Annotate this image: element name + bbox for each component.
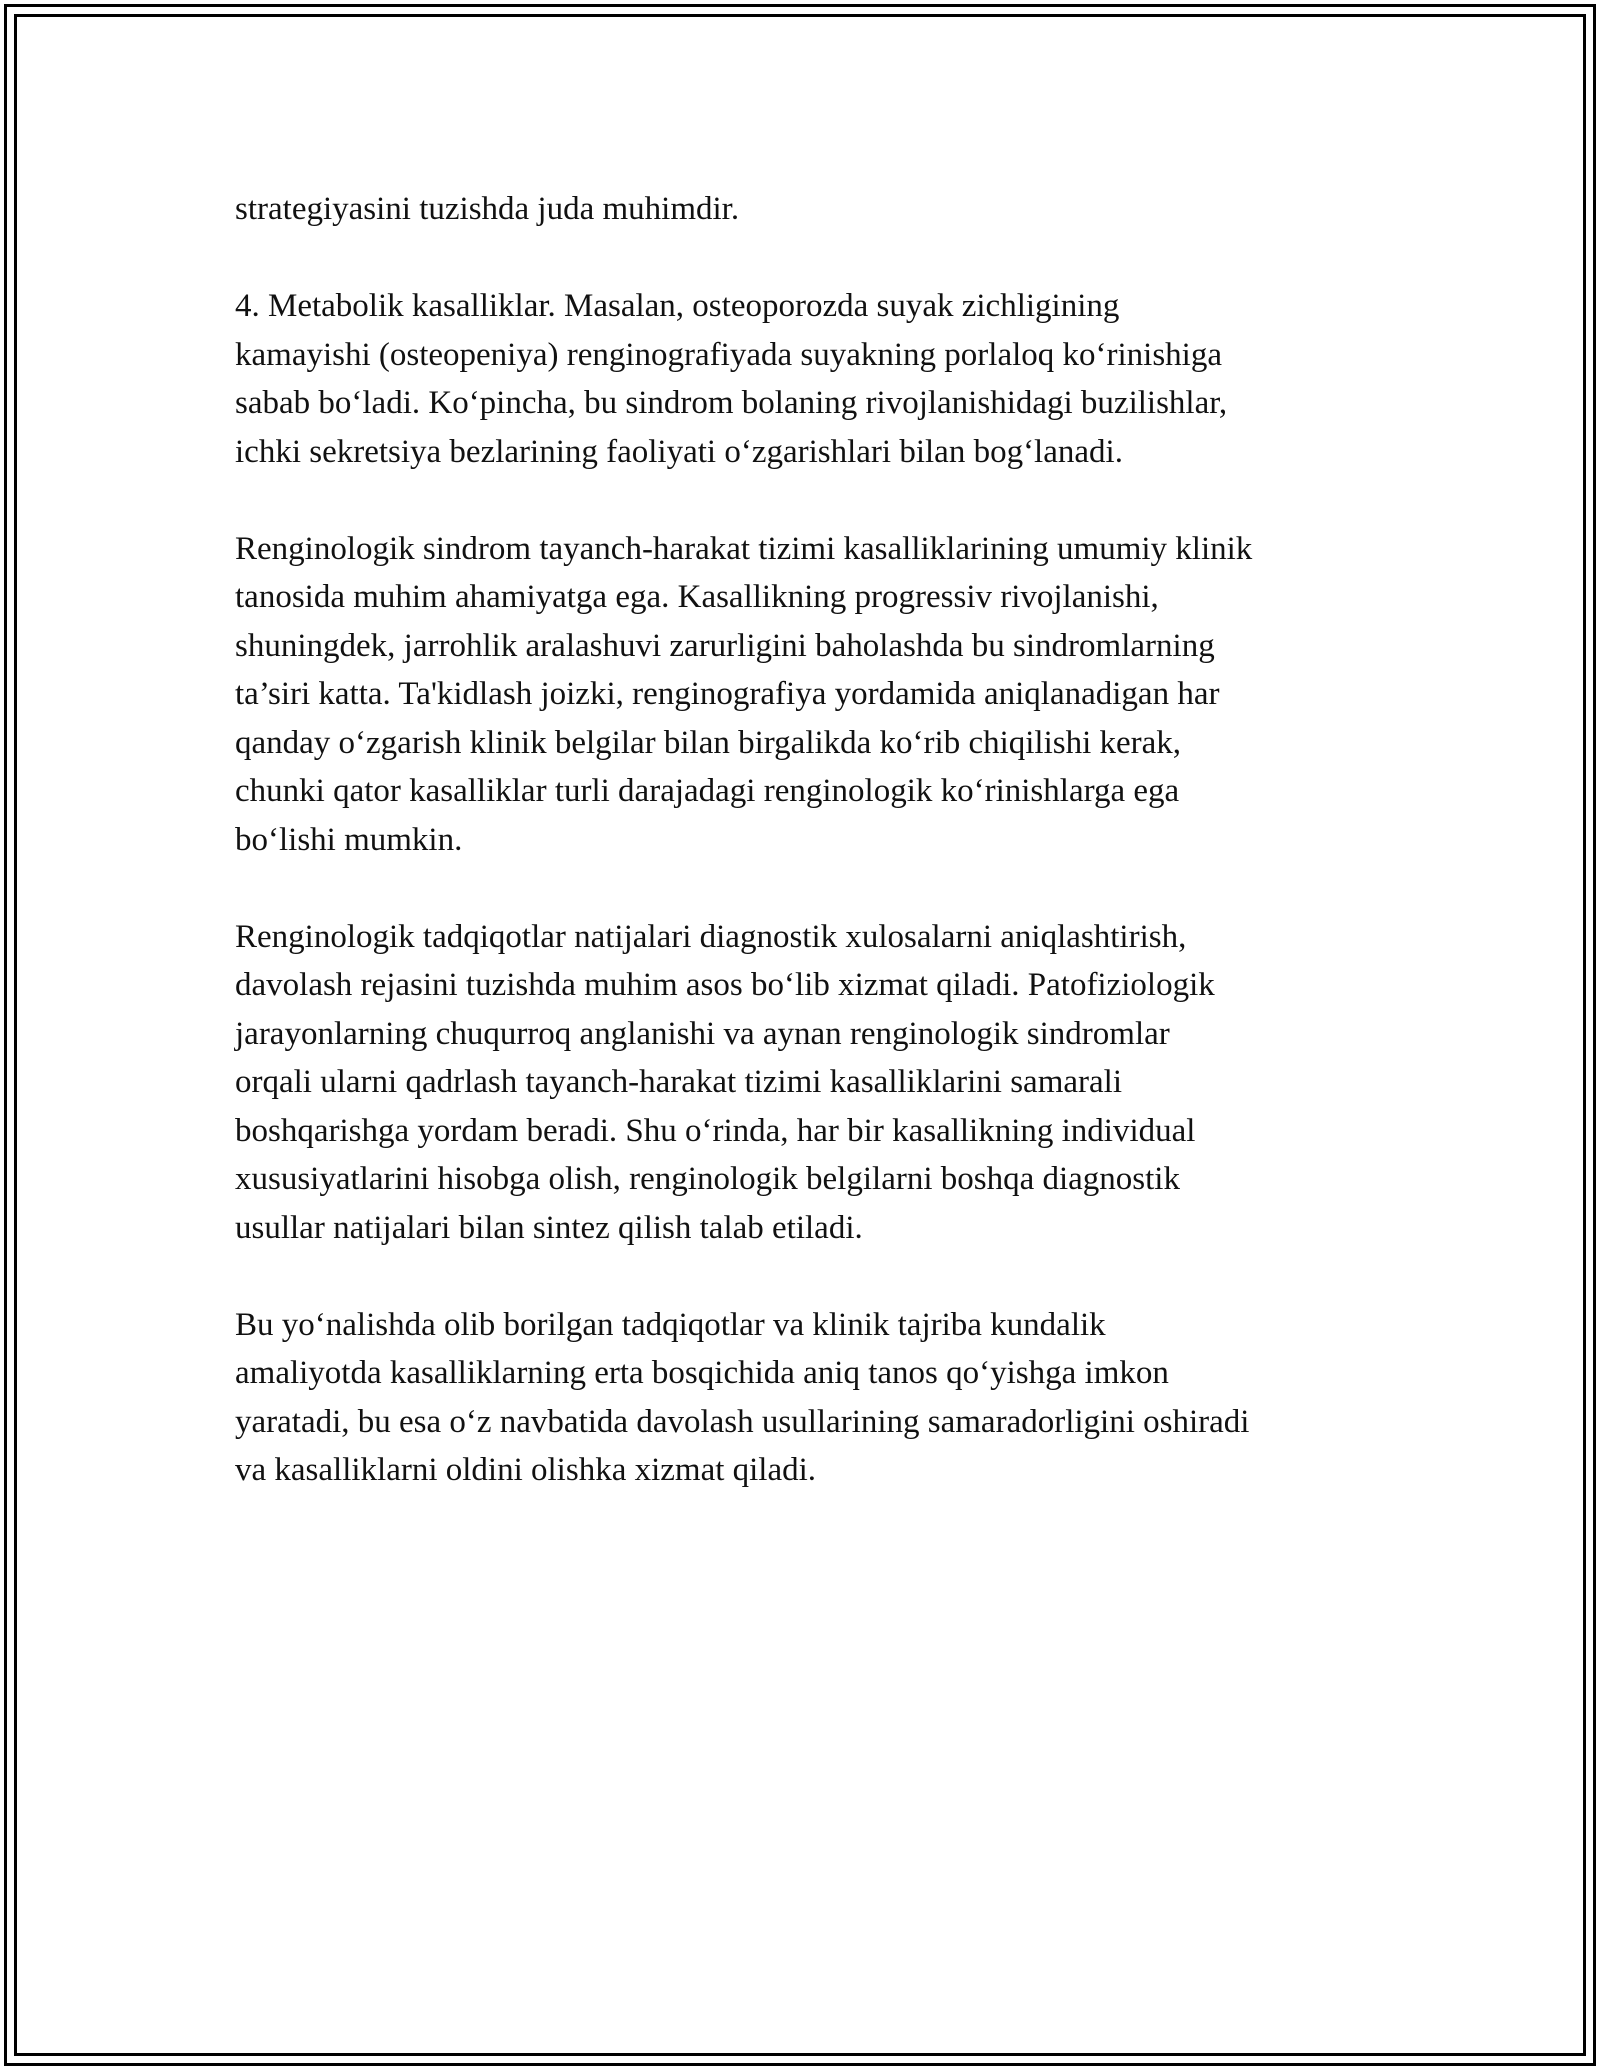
paragraph-research-results: Renginologik tadqiqotlar natijalari diagnostik xulosalarni aniqlashtirish, davolash rejasini tuzishda muhim asos bo‘lib xizmat qiladi. Patofiziologik jarayonlarning chuqurroq anglanishi va aynan renginologik sindromlar orqali ularni qadrlash tayanch-harakat tizimi kasalliklarini samarali boshqarishga yordam beradi. Shu o‘rinda, har bir kasallikning individual xususiyatlarini hisobga olish, renginologik belgilarni boshqa diagnostik usullar natijalari bilan sintez qilish talab etiladi.	[235, 918, 1215, 1246]
paragraph-conclusion: Bu yo‘nalishda olib borilgan tadqiqotlar va klinik tajriba kundalik amaliyotda kasalliklarning erta bosqichida aniq tanos qo‘yishga imkon yaratadi, bu esa o‘z navbatida davolash usullarining samaradorligini oshiradi va kasalliklarni oldini olishka xizmat qiladi.	[235, 1306, 1250, 1488]
paragraph-renginologic-syndrome: Renginologik sindrom tayanch-harakat tizimi kasalliklarining umumiy klinik tanosida muhim ahamiyatga ega. Kasallikning progressiv rivojlanishi, shuningdek, jarrohlik aralashuvi zarurligini baholashda bu sindromlarning ta’siri katta. Ta'kidlash joizki, renginografiya yordamida aniqlanadigan har qanday o‘zgarish klinik belgilar bilan birgalikda ko‘rib chiqilishi kerak, chunki qator kasalliklar turli darajadagi renginologik ko‘rinishlarga ega bo‘lishi mumkin.	[235, 530, 1253, 858]
paragraph-continuation: strategiyasini tuzishda juda muhimdir.	[235, 191, 740, 227]
document-body	[235, 185, 1375, 1543]
paragraph-metabolic-diseases: 4. Metabolik kasalliklar. Masalan, osteoporozda suyak zichligining kamayishi (osteopeniya) renginografiyada suyakning porlaloq ko‘rinishiga sabab bo‘ladi. Ko‘pincha, bu sindrom bolaning rivojlanishidagi buzilishlar, ichki sekretsiya bezlarining faoliyati o‘zgarishlari bilan bog‘lanadi.	[235, 288, 1228, 470]
